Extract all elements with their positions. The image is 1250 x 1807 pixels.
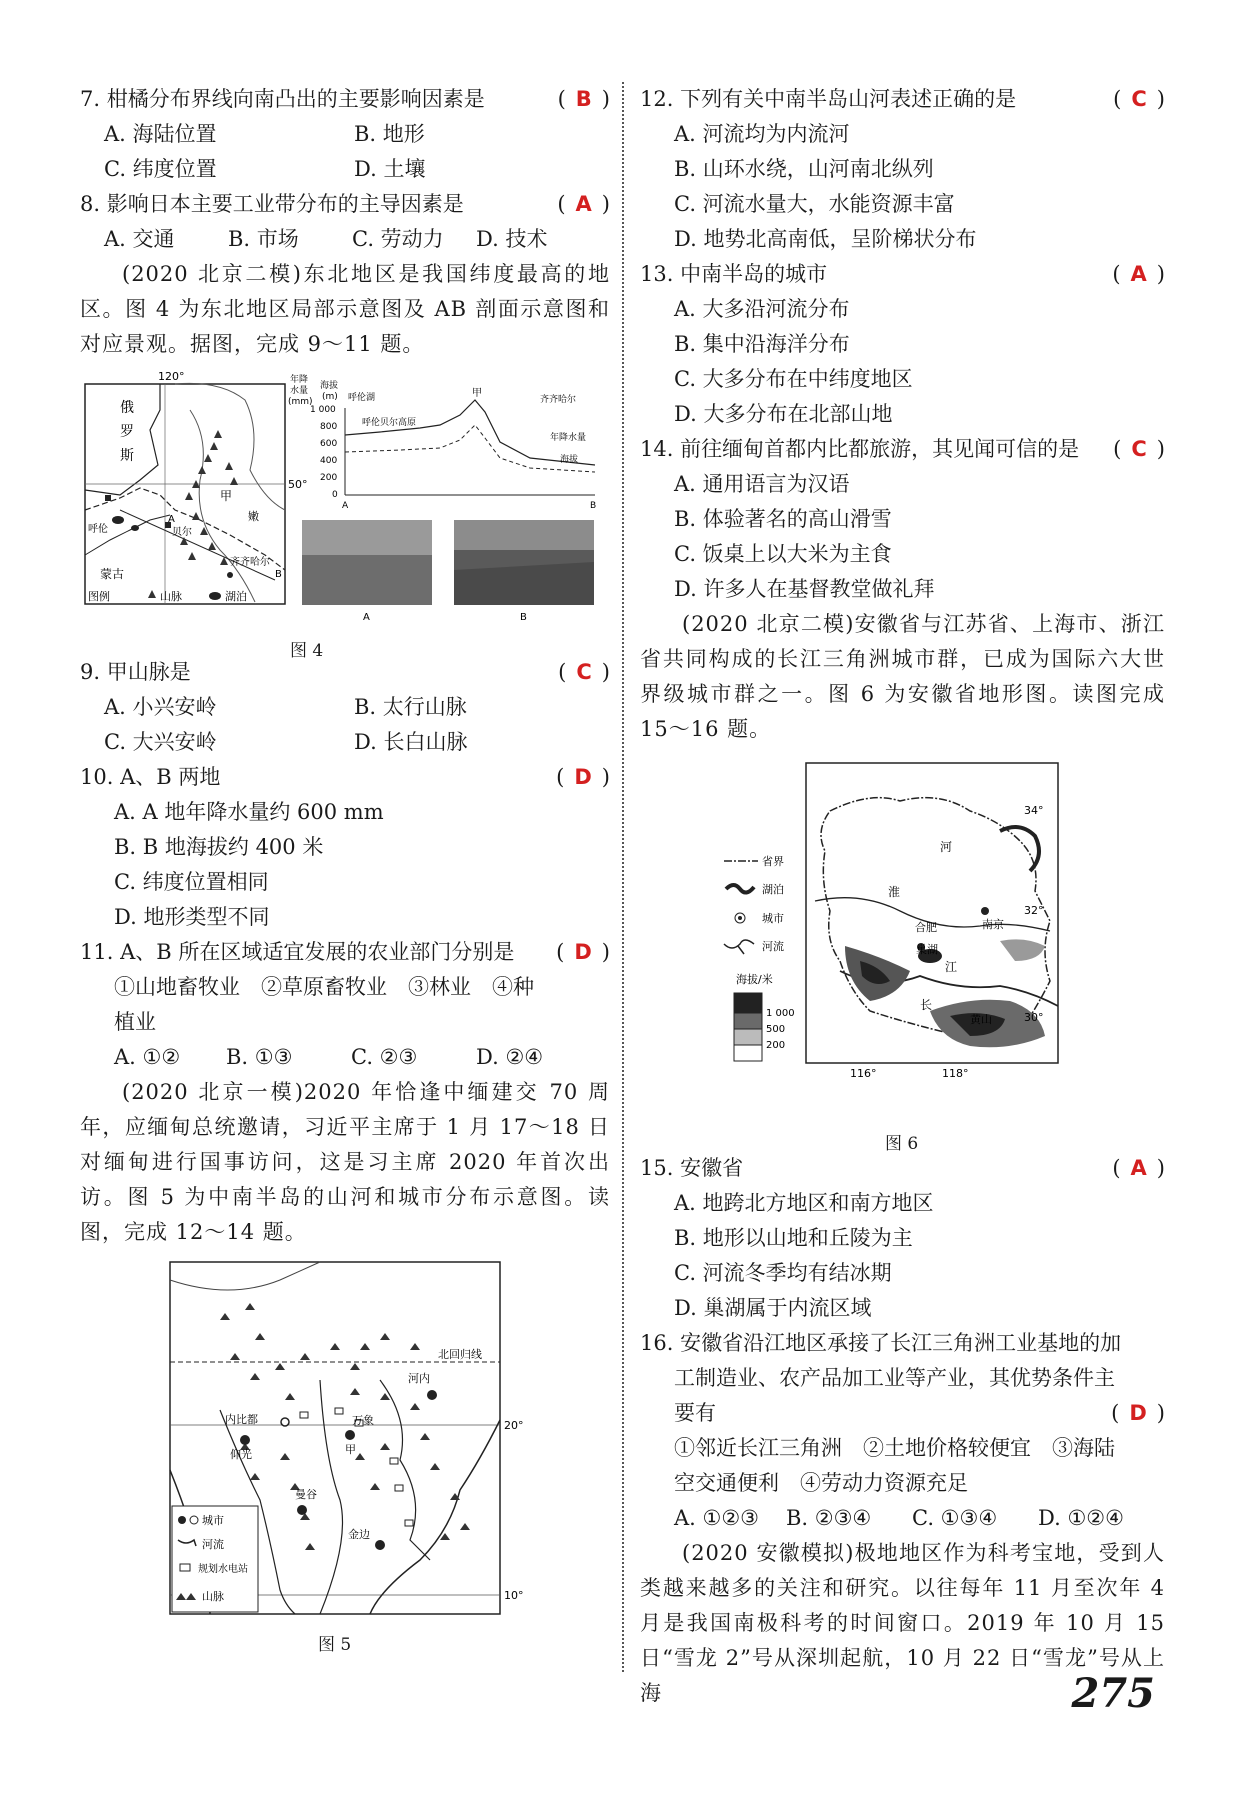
right-column bbox=[640, 82, 1165, 1711]
svg-text:内比都: 内比都 bbox=[225, 1413, 258, 1426]
q11-answer: ( D ) bbox=[556, 940, 610, 964]
intro-q12-14: (2020 北京一模)2020 年恰逢中缅建交 70 周年，应缅甸总统邀请，习近平主席于 1 月 17～18 日对缅甸进行国事访问，这是习主席 2020 年首次出访。图 5 为中南半岛的山河和城市分布示意图。读图，完成 12～14 题。 bbox=[80, 1080, 610, 1244]
q16-option-b: B. ②③④ bbox=[786, 1506, 872, 1530]
q15-option-a: A. 地跨北方地区和南方地区 bbox=[674, 1191, 934, 1215]
q11 bbox=[80, 935, 610, 970]
q14-stem: 14. 前往缅甸首都内比都旅游，其见闻可信的是 bbox=[640, 437, 1080, 461]
q9-answer: ( C ) bbox=[558, 660, 610, 684]
q10-stem: 10. A、B 两地 bbox=[80, 765, 221, 789]
q8-options bbox=[80, 222, 610, 257]
q9-option-a: A. 小兴安岭 bbox=[104, 695, 217, 719]
page-number: 275 bbox=[1071, 1670, 1155, 1717]
q16-option-d: D. ①②④ bbox=[1038, 1506, 1124, 1530]
q15-option-d: D. 巢湖属于内流区域 bbox=[674, 1296, 872, 1320]
svg-text:俄: 俄 bbox=[120, 400, 134, 416]
q11-option-c: C. ②③ bbox=[351, 1045, 418, 1069]
figure-4-caption: 图 4 bbox=[290, 641, 324, 661]
q7-options-row1 bbox=[80, 117, 610, 152]
q11-items-cont: 植业 bbox=[114, 1010, 156, 1034]
svg-text:嫩: 嫩 bbox=[248, 510, 259, 523]
q16-option-a: A. ①②③ bbox=[674, 1506, 759, 1530]
figure-6-graphic bbox=[640, 761, 1165, 1111]
q13-option-a: A. 大多沿河流分布 bbox=[674, 297, 850, 321]
svg-text:116°: 116° bbox=[850, 1067, 877, 1080]
svg-text:海拔: 海拔 bbox=[560, 455, 579, 465]
svg-text:B: B bbox=[590, 501, 597, 511]
q15-option-c: C. 河流冬季均有结冰期 bbox=[674, 1261, 892, 1285]
column-divider bbox=[622, 82, 624, 1672]
q11-option-b: B. ①③ bbox=[226, 1045, 293, 1069]
svg-text:山脉: 山脉 bbox=[160, 590, 182, 603]
q15-answer: ( A ) bbox=[1112, 1156, 1165, 1180]
svg-text:贝尔: 贝尔 bbox=[172, 527, 192, 538]
svg-text:江: 江 bbox=[945, 960, 958, 974]
svg-text:甲: 甲 bbox=[345, 1443, 356, 1456]
svg-text:甲: 甲 bbox=[472, 388, 482, 399]
svg-text:河流: 河流 bbox=[202, 1538, 224, 1551]
figure-4-graphic bbox=[80, 370, 610, 635]
figure-5 bbox=[80, 1260, 610, 1655]
q7-option-d: D. 土壤 bbox=[354, 157, 426, 181]
svg-text:河: 河 bbox=[940, 840, 953, 854]
svg-text:斯: 斯 bbox=[120, 448, 134, 464]
q14-option-c: C. 饭桌上以大米为主食 bbox=[674, 542, 892, 566]
svg-text:1 000: 1 000 bbox=[310, 405, 336, 415]
svg-text:省界: 省界 bbox=[762, 855, 784, 868]
svg-text:黄山: 黄山 bbox=[970, 1013, 992, 1026]
svg-text:B: B bbox=[275, 569, 282, 580]
svg-text:齐齐哈尔: 齐齐哈尔 bbox=[230, 557, 270, 568]
q12-option-d: D. 地势北高南低，呈阶梯状分布 bbox=[674, 227, 977, 251]
svg-text:河流: 河流 bbox=[762, 940, 784, 953]
q16-stem-line2: 工制造业、农产品加工业等产业，其优势条件主 bbox=[674, 1366, 1115, 1390]
svg-text:金边: 金边 bbox=[348, 1528, 370, 1541]
q16-options bbox=[640, 1501, 1165, 1536]
svg-text:呼伦: 呼伦 bbox=[88, 524, 108, 535]
q13-option-c: C. 大多分布在中纬度地区 bbox=[674, 367, 913, 391]
figure-6 bbox=[640, 761, 1165, 1154]
intro-q17: (2020 安徽模拟)极地地区作为科考宝地，受到人类越来越多的关注和研究。以往每年 11 月至次年 4 月是我国南极科考的时间窗口。2019 年 10 月 15 日“雪龙 2”号从深圳起航，10 月 22 日“雪龙”号从上海 bbox=[640, 1541, 1165, 1705]
q16-stem-line3: 要有 ( D ) bbox=[640, 1396, 1165, 1431]
svg-text:山脉: 山脉 bbox=[202, 1590, 224, 1603]
svg-text:湖泊: 湖泊 bbox=[762, 883, 784, 896]
q11-option-a: A. ①② bbox=[114, 1045, 181, 1069]
q10-option-a: A. A 地年降水量约 600 mm bbox=[114, 800, 384, 824]
q14-option-a: A. 通用语言为汉语 bbox=[674, 472, 850, 496]
intro-q15-16: (2020 北京二模)安徽省与江苏省、上海市、浙江省共同构成的长江三角洲城市群，已成为国际六大世界级城市群之一。图 6 为安徽省地形图。读图完成 15～16 题。 bbox=[640, 612, 1165, 741]
q8-option-b: B. 市场 bbox=[228, 227, 299, 251]
svg-text:0: 0 bbox=[332, 490, 338, 500]
q16-items-cont: 空交通便利 ④劳动力资源充足 bbox=[674, 1471, 968, 1495]
svg-text:海拔/米: 海拔/米 bbox=[736, 973, 773, 986]
svg-text:500: 500 bbox=[766, 1024, 786, 1035]
q8-stem: 8. 影响日本主要工业带分布的主导因素是 bbox=[80, 192, 464, 216]
svg-text:20°: 20° bbox=[504, 1419, 524, 1432]
svg-text:120°: 120° bbox=[158, 370, 185, 383]
svg-text:1 000: 1 000 bbox=[766, 1008, 795, 1019]
figure-6-caption: 图 6 bbox=[885, 1134, 919, 1154]
q12 bbox=[640, 82, 1165, 117]
intro-q9-11: (2020 北京二模)东北地区是我国纬度最高的地区。图 4 为东北地区局部示意图及 AB 剖面示意图和对应景观。据图，完成 9～11 题。 bbox=[80, 262, 610, 356]
svg-text:合肥: 合肥 bbox=[915, 921, 937, 934]
q16-stem-line1: 16. 安徽省沿江地区承接了长江三角洲工业基地的加 bbox=[640, 1331, 1122, 1355]
svg-text:32°: 32° bbox=[1024, 904, 1044, 917]
q16-answer: ( D ) bbox=[1111, 1401, 1165, 1425]
figure-5-graphic bbox=[80, 1260, 610, 1620]
q9-option-c: C. 大兴安岭 bbox=[104, 730, 217, 754]
q9-stem: 9. 甲山脉是 bbox=[80, 660, 191, 684]
svg-text:水量: 水量 bbox=[290, 386, 309, 396]
q16-items: ①邻近长江三角洲 ②土地价格较便宜 ③海陆 bbox=[674, 1436, 1115, 1460]
svg-text:巢湖: 巢湖 bbox=[916, 943, 938, 956]
left-column bbox=[80, 82, 610, 1655]
q10-option-c: C. 纬度位置相同 bbox=[114, 870, 269, 894]
svg-text:50°: 50° bbox=[288, 478, 308, 491]
svg-text:长: 长 bbox=[920, 998, 933, 1012]
svg-text:A: A bbox=[168, 514, 175, 525]
svg-text:南京: 南京 bbox=[982, 918, 1004, 931]
svg-text:齐齐哈尔: 齐齐哈尔 bbox=[540, 395, 577, 405]
svg-text:北回归线: 北回归线 bbox=[438, 1348, 482, 1361]
svg-text:400: 400 bbox=[320, 456, 338, 466]
svg-text:万象: 万象 bbox=[352, 1414, 374, 1427]
q7 bbox=[80, 82, 610, 117]
svg-text:年降水量: 年降水量 bbox=[550, 433, 587, 443]
q12-answer: ( C ) bbox=[1113, 87, 1165, 111]
svg-text:呼伦湖: 呼伦湖 bbox=[348, 393, 376, 403]
q15-option-b: B. 地形以山地和丘陵为主 bbox=[674, 1226, 913, 1250]
svg-text:湖泊: 湖泊 bbox=[225, 590, 247, 603]
svg-text:蒙古: 蒙古 bbox=[100, 567, 125, 581]
q14-option-b: B. 体验著名的高山滑雪 bbox=[674, 507, 892, 531]
q9-options-row1 bbox=[80, 690, 610, 725]
q10-option-b: B. B 地海拔约 400 米 bbox=[114, 835, 324, 859]
svg-text:A: A bbox=[363, 612, 370, 623]
svg-text:200: 200 bbox=[766, 1040, 786, 1051]
q13 bbox=[640, 257, 1165, 292]
q12-option-a: A. 河流均为内流河 bbox=[674, 122, 850, 146]
q8-answer: ( A ) bbox=[557, 192, 610, 216]
svg-text:118°: 118° bbox=[942, 1067, 969, 1080]
q7-option-b: B. 地形 bbox=[354, 122, 425, 146]
q7-option-c: C. 纬度位置 bbox=[104, 157, 217, 181]
q12-stem: 12. 下列有关中南半岛山河表述正确的是 bbox=[640, 87, 1017, 111]
q13-answer: ( A ) bbox=[1112, 262, 1165, 286]
q13-option-d: D. 大多分布在北部山地 bbox=[674, 402, 893, 426]
q7-options-row2 bbox=[80, 152, 610, 187]
q9 bbox=[80, 655, 610, 690]
svg-text:河内: 河内 bbox=[408, 1372, 430, 1385]
q12-option-c: C. 河流水量大，水能资源丰富 bbox=[674, 192, 955, 216]
q14-answer: ( C ) bbox=[1113, 437, 1165, 461]
q7-answer: ( B ) bbox=[557, 87, 610, 111]
svg-text:城市: 城市 bbox=[202, 1514, 224, 1527]
q15-stem: 15. 安徽省 bbox=[640, 1156, 744, 1180]
svg-text:(m): (m) bbox=[322, 392, 338, 402]
q11-stem: 11. A、B 所在区域适宜发展的农业部门分别是 bbox=[80, 940, 515, 964]
q10-answer: ( D ) bbox=[556, 765, 610, 789]
figure-4 bbox=[80, 370, 610, 661]
svg-text:规划水电站: 规划水电站 bbox=[198, 1564, 248, 1575]
q15 bbox=[640, 1151, 1165, 1186]
q10-option-d: D. 地形类型不同 bbox=[114, 905, 270, 929]
figure-5-caption: 图 5 bbox=[318, 1635, 352, 1655]
q9-option-b: B. 太行山脉 bbox=[354, 695, 467, 719]
svg-text:城市: 城市 bbox=[762, 912, 784, 925]
svg-text:800: 800 bbox=[320, 422, 338, 432]
svg-text:甲: 甲 bbox=[220, 489, 233, 503]
q7-stem: 7. 柑橘分布界线向南凸出的主要影响因素是 bbox=[80, 87, 485, 111]
q8-option-c: C. 劳动力 bbox=[352, 227, 444, 251]
q14 bbox=[640, 432, 1165, 467]
q11-options bbox=[80, 1040, 610, 1075]
svg-text:200: 200 bbox=[320, 473, 338, 483]
svg-text:年降: 年降 bbox=[290, 375, 309, 385]
svg-text:罗: 罗 bbox=[120, 424, 134, 440]
svg-text:600: 600 bbox=[320, 439, 338, 449]
q14-option-d: D. 许多人在基督教堂做礼拜 bbox=[674, 577, 935, 601]
svg-text:曼谷: 曼谷 bbox=[295, 1488, 317, 1501]
q8-option-d: D. 技术 bbox=[476, 227, 548, 251]
svg-text:(mm): (mm) bbox=[288, 397, 313, 407]
q13-option-b: B. 集中沿海洋分布 bbox=[674, 332, 850, 356]
q16-option-c: C. ①③④ bbox=[912, 1506, 998, 1530]
svg-text:呼伦贝尔高原: 呼伦贝尔高原 bbox=[362, 418, 417, 428]
svg-text:30°: 30° bbox=[1024, 1011, 1044, 1024]
svg-text:淮: 淮 bbox=[888, 885, 901, 899]
q9-option-d: D. 长白山脉 bbox=[354, 730, 468, 754]
svg-text:图例: 图例 bbox=[88, 590, 110, 603]
svg-text:A: A bbox=[342, 501, 349, 511]
svg-text:海拔: 海拔 bbox=[320, 381, 339, 391]
q8-option-a: A. 交通 bbox=[104, 227, 175, 251]
q12-option-b: B. 山环水绕，山河南北纵列 bbox=[674, 157, 934, 181]
svg-text:仰光: 仰光 bbox=[230, 1448, 252, 1461]
q7-option-a: A. 海陆位置 bbox=[104, 122, 217, 146]
q10 bbox=[80, 760, 610, 795]
q9-options-row2 bbox=[80, 725, 610, 760]
q8 bbox=[80, 187, 610, 222]
svg-text:34°: 34° bbox=[1024, 804, 1044, 817]
q11-items: ①山地畜牧业 ②草原畜牧业 ③林业 ④种 bbox=[114, 975, 534, 999]
svg-text:10°: 10° bbox=[504, 1589, 524, 1602]
q13-stem: 13. 中南半岛的城市 bbox=[640, 262, 828, 286]
q11-option-d: D. ②④ bbox=[476, 1045, 544, 1069]
svg-text:B: B bbox=[520, 612, 527, 623]
